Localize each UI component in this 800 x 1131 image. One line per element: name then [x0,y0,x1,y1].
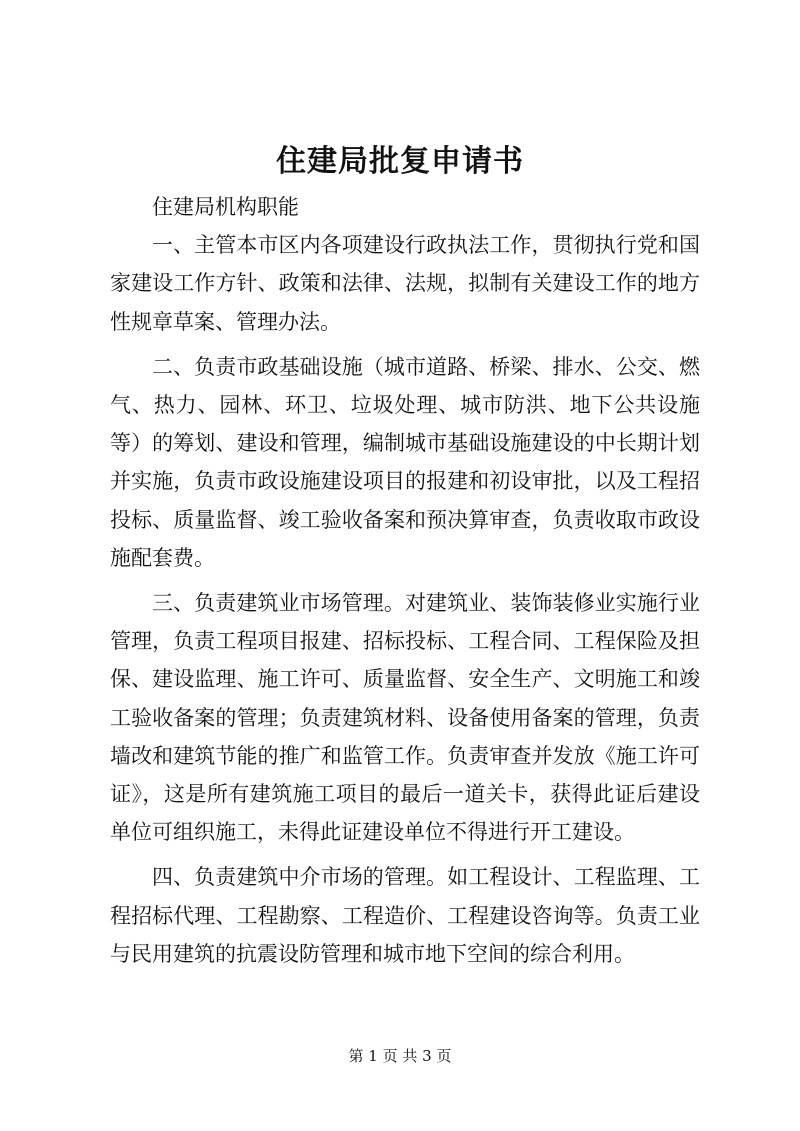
section-heading: 住建局机构职能 [152,195,299,219]
document-title: 住建局批复申请书 [276,144,524,179]
paragraph-3: 三、负责建筑业市场管理。对建筑业、装饰装修业实施行业管理，负责工程项目报建、招标投标、工程合同、工程保险及担保、建设监理、施工许可、质量监督、安全生产、文明施工和竣工验收备案的管理；负责建筑材料、设备使用备案的管理，负责墙改和建筑节能的推广和监管工作。负责审查并发放《施工许可证》，这是所有建筑施工项目的最后一道关卡，获得此证后建设单位可组织施工，未得此证建设单位不得进行开工建设。 [110,591,700,845]
page-number-footer: 第 1 页 共 3 页 [348,1047,452,1065]
document-body [110,188,700,973]
paragraph-4: 四、负责建筑中介市场的管理。如工程设计、工程监理、工程招标代理、工程勘察、工程造价、工程建设咨询等。负责工业与民用建筑的抗震设防管理和城市地下空间的综合利用。 [110,865,700,966]
paragraph-1: 一、主管本市区内各项建设行政执法工作，贯彻执行党和国家建设工作方针、政策和法律、法规，拟制有关建设工作的地方性规章草案、管理办法。 [110,233,700,334]
paragraph-2: 二、负责市政基础设施（城市道路、桥梁、排水、公交、燃气、热力、园林、环卫、垃圾处理、城市防洪、地下公共设施等）的筹划、建设和管理，编制城市基础设施建设的中长期计划并实施，负责市政设施建设项目的报建和初设审批，以及工程招投标、质量监督、竣工验收备案和预决算审查，负责收取市政设施配套费。 [110,354,700,570]
